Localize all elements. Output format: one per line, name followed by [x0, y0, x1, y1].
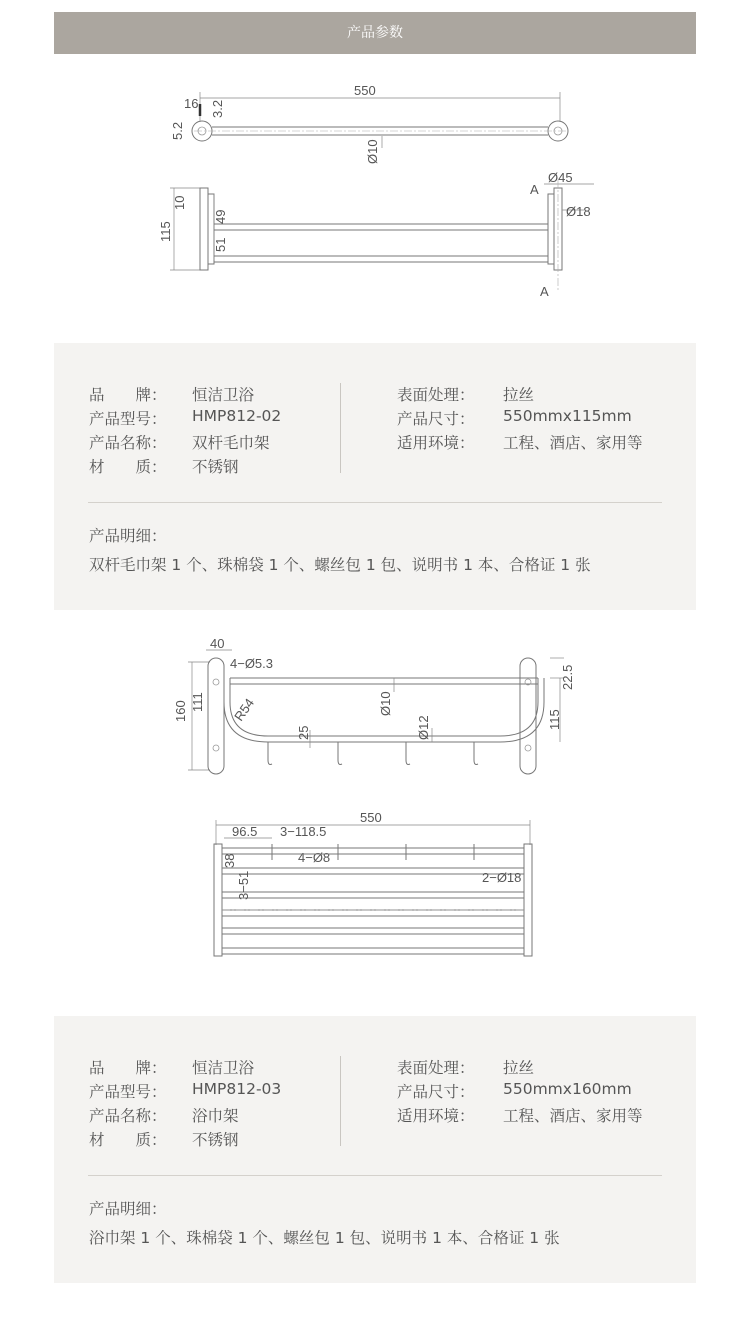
label-name: 产品名称： [89, 434, 167, 452]
spec-block-2 [54, 1016, 696, 1283]
label-name-2: 产品名称： [89, 1107, 167, 1125]
column-divider-2 [340, 1056, 341, 1146]
value-finish-2: 拉丝 [503, 1059, 535, 1077]
hook-group [268, 742, 478, 765]
dim-d10: Ø10 [378, 691, 393, 716]
spec-block-1 [54, 343, 696, 610]
value-usage: 工程、酒店、家用等 [503, 434, 643, 452]
value-brand-2: 恒洁卫浴 [192, 1059, 255, 1077]
dim-hooks: 4−Ø8 [298, 850, 331, 865]
dim-111: 111 [190, 692, 205, 712]
technical-drawing-1 [54, 70, 696, 330]
dim-49: 49 [213, 209, 228, 224]
dim-r54: R54 [231, 695, 258, 724]
value-model: HMP812-02 [192, 407, 282, 425]
value-finish: 拉丝 [503, 386, 535, 404]
dim-3-2: 3.2 [210, 99, 225, 118]
label-brand: 品 牌： [89, 386, 167, 404]
value-name: 双杆毛巾架 [192, 434, 270, 452]
detail-text: 双杆毛巾架 1 个、珠棉袋 1 个、螺丝包 1 包、说明书 1 本、合格证 1 张 [89, 556, 591, 574]
section-a-top: A [530, 182, 539, 197]
dim-tubes: 2−Ø18 [482, 870, 522, 885]
value-usage-2: 工程、酒店、家用等 [503, 1107, 643, 1125]
dim-5-2: 5.2 [170, 121, 185, 140]
dim-10: 10 [172, 195, 187, 210]
label-brand-2: 品 牌： [89, 1059, 167, 1077]
section-title: 产品参数 [347, 25, 403, 41]
dim-38: 38 [222, 853, 237, 868]
detail-title-2: 产品明细： [89, 1200, 167, 1218]
drawing-towel-shelf [54, 630, 696, 1005]
label-usage: 适用环境： [397, 434, 475, 452]
label-finish-2: 表面处理： [397, 1059, 475, 1077]
dim-16: 16 [184, 96, 199, 111]
label-model: 产品型号： [89, 410, 167, 428]
dim-550-shelf: 550 [360, 810, 382, 825]
label-finish: 表面处理： [397, 386, 475, 404]
dim-dia10: Ø10 [365, 139, 380, 164]
value-size: 550mmx115mm [503, 407, 632, 425]
label-size: 产品尺寸： [397, 410, 475, 428]
label-material: 材 质： [89, 458, 167, 476]
drawing-double-bar [54, 70, 696, 330]
dim-pitch: 3−118.5 [280, 824, 327, 839]
value-size-2: 550mmx160mm [503, 1080, 632, 1098]
label-model-2: 产品型号： [89, 1083, 167, 1101]
column-divider [340, 383, 341, 473]
dim-22-5: 22.5 [560, 664, 575, 690]
dim-d12: Ø12 [416, 715, 431, 740]
dim-25: 25 [296, 725, 311, 740]
dim-51: 51 [213, 237, 228, 252]
label-material-2: 材 质： [89, 1131, 167, 1149]
value-material-2: 不锈钢 [192, 1131, 239, 1149]
value-name-2: 浴巾架 [192, 1107, 239, 1125]
value-model-2: HMP812-03 [192, 1080, 282, 1098]
technical-drawing-2 [54, 630, 696, 1005]
section-divider [88, 502, 662, 503]
dim-dia18: Ø18 [566, 204, 591, 219]
value-material: 不锈钢 [192, 458, 239, 476]
dim-40: 40 [210, 636, 225, 651]
dim-holes: 4−Ø5.3 [230, 656, 274, 671]
dim-115-side: 115 [158, 221, 173, 242]
dim-rails: 3−51 [236, 870, 251, 900]
dim-550-top: 550 [354, 83, 376, 98]
detail-text-2: 浴巾架 1 个、珠棉袋 1 个、螺丝包 1 包、说明书 1 本、合格证 1 张 [89, 1229, 560, 1247]
dim-96-5: 96.5 [232, 824, 258, 839]
label-size-2: 产品尺寸： [397, 1083, 475, 1101]
value-brand: 恒洁卫浴 [192, 386, 255, 404]
dim-dia45: Ø45 [548, 170, 573, 185]
detail-title: 产品明细： [89, 527, 167, 545]
dim-160: 160 [173, 700, 188, 722]
label-usage-2: 适用环境： [397, 1107, 475, 1125]
section-divider-2 [88, 1175, 662, 1176]
section-a-bottom: A [540, 284, 549, 299]
dim-115: 115 [547, 709, 562, 730]
section-header [54, 12, 696, 54]
